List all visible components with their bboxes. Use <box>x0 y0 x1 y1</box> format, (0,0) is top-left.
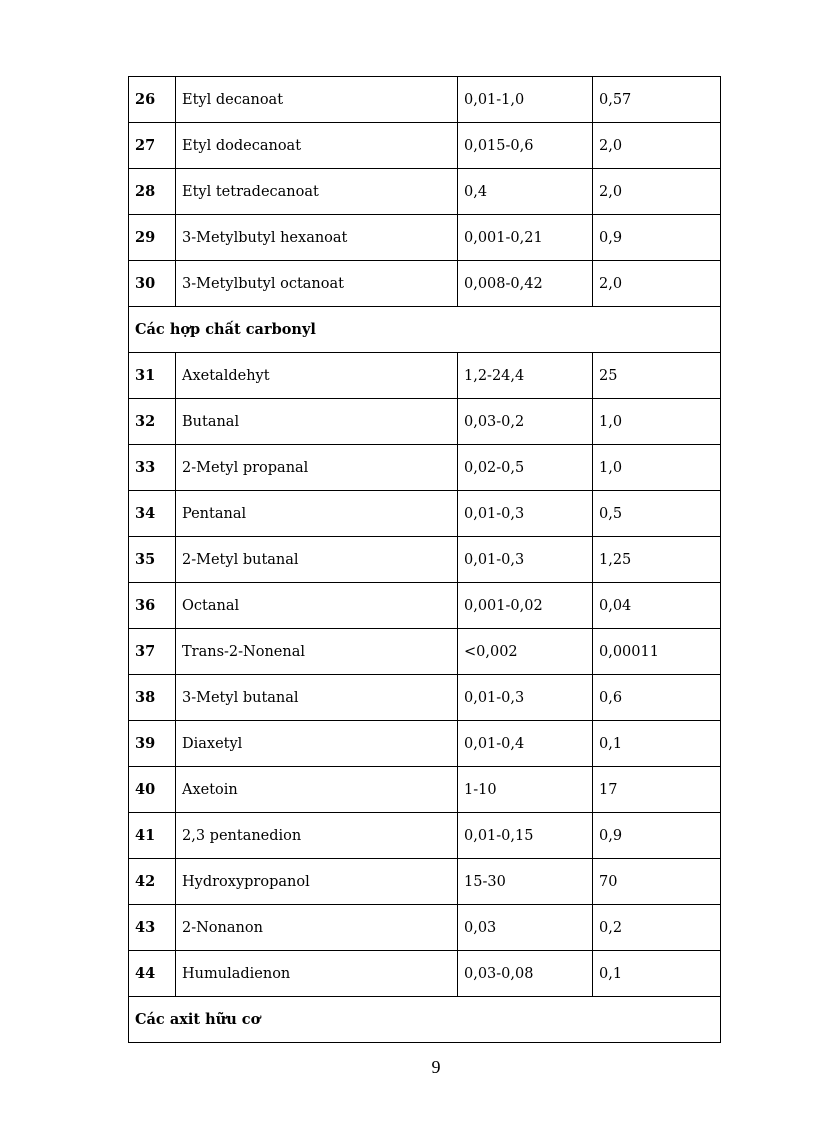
compound-name: 3-Metylbutyl hexanoat <box>176 215 458 261</box>
threshold-value: 0,1 <box>593 721 721 767</box>
compound-name: Butanal <box>176 399 458 445</box>
compound-table-body <box>129 77 721 1043</box>
table-row <box>129 951 721 997</box>
table-row <box>129 813 721 859</box>
compound-name: Etyl tetradecanoat <box>176 169 458 215</box>
row-number: 41 <box>129 813 176 859</box>
compound-table <box>128 76 721 1043</box>
concentration-range: 0,03 <box>458 905 593 951</box>
compound-name: Hydroxypropanol <box>176 859 458 905</box>
compound-name: 2-Metyl butanal <box>176 537 458 583</box>
table-row <box>129 77 721 123</box>
row-number: 36 <box>129 583 176 629</box>
table-row <box>129 215 721 261</box>
row-number: 30 <box>129 261 176 307</box>
row-number: 32 <box>129 399 176 445</box>
row-number: 39 <box>129 721 176 767</box>
concentration-range: 1-10 <box>458 767 593 813</box>
table-row <box>129 767 721 813</box>
row-number: 38 <box>129 675 176 721</box>
row-number: 35 <box>129 537 176 583</box>
compound-name: 2,3 pentanedion <box>176 813 458 859</box>
compound-name: Diaxetyl <box>176 721 458 767</box>
table-row <box>129 537 721 583</box>
threshold-value: 0,04 <box>593 583 721 629</box>
threshold-value: 2,0 <box>593 123 721 169</box>
threshold-value: 0,2 <box>593 905 721 951</box>
row-number: 43 <box>129 905 176 951</box>
table-row <box>129 721 721 767</box>
row-number: 40 <box>129 767 176 813</box>
compound-name: Etyl decanoat <box>176 77 458 123</box>
page-number: 9 <box>431 1057 441 1077</box>
group-row <box>129 997 721 1043</box>
concentration-range: 15-30 <box>458 859 593 905</box>
concentration-range: 0,03-0,08 <box>458 951 593 997</box>
compound-name: Trans-2-Nonenal <box>176 629 458 675</box>
table-row <box>129 123 721 169</box>
table-row <box>129 353 721 399</box>
table-row <box>129 261 721 307</box>
table-row <box>129 491 721 537</box>
table-row <box>129 583 721 629</box>
row-number: 44 <box>129 951 176 997</box>
row-number: 26 <box>129 77 176 123</box>
threshold-value: 1,0 <box>593 445 721 491</box>
compound-name: 3-Metylbutyl octanoat <box>176 261 458 307</box>
threshold-value: 25 <box>593 353 721 399</box>
compound-name: Humuladienon <box>176 951 458 997</box>
threshold-value: 2,0 <box>593 261 721 307</box>
row-number: 28 <box>129 169 176 215</box>
concentration-range: 0,02-0,5 <box>458 445 593 491</box>
compound-name: Axetaldehyt <box>176 353 458 399</box>
concentration-range: 0,008-0,42 <box>458 261 593 307</box>
threshold-value: 0,9 <box>593 813 721 859</box>
row-number: 27 <box>129 123 176 169</box>
concentration-range: 0,01-0,3 <box>458 491 593 537</box>
row-number: 29 <box>129 215 176 261</box>
compound-name: 2-Nonanon <box>176 905 458 951</box>
row-number: 34 <box>129 491 176 537</box>
threshold-value: 0,9 <box>593 215 721 261</box>
concentration-range: 0,001-0,21 <box>458 215 593 261</box>
compound-name: 3-Metyl butanal <box>176 675 458 721</box>
threshold-value: 1,0 <box>593 399 721 445</box>
concentration-range: 0,4 <box>458 169 593 215</box>
concentration-range: 0,01-1,0 <box>458 77 593 123</box>
concentration-range: 0,015-0,6 <box>458 123 593 169</box>
concentration-range: <0,002 <box>458 629 593 675</box>
threshold-value: 1,25 <box>593 537 721 583</box>
table-row <box>129 859 721 905</box>
table-row <box>129 905 721 951</box>
threshold-value: 0,6 <box>593 675 721 721</box>
threshold-value: 2,0 <box>593 169 721 215</box>
threshold-value: 0,1 <box>593 951 721 997</box>
table-row <box>129 399 721 445</box>
table-row <box>129 445 721 491</box>
group-heading-acids: Các axit hữu cơ <box>129 997 721 1043</box>
concentration-range: 0,01-0,15 <box>458 813 593 859</box>
threshold-value: 0,57 <box>593 77 721 123</box>
row-number: 33 <box>129 445 176 491</box>
row-number: 42 <box>129 859 176 905</box>
compound-name: Axetoin <box>176 767 458 813</box>
compound-name: Etyl dodecanoat <box>176 123 458 169</box>
table-row <box>129 629 721 675</box>
threshold-value: 0,5 <box>593 491 721 537</box>
group-heading-carbonyl: Các hợp chất carbonyl <box>129 307 721 353</box>
row-number: 37 <box>129 629 176 675</box>
concentration-range: 1,2-24,4 <box>458 353 593 399</box>
concentration-range: 0,01-0,3 <box>458 537 593 583</box>
concentration-range: 0,03-0,2 <box>458 399 593 445</box>
concentration-range: 0,001-0,02 <box>458 583 593 629</box>
group-row <box>129 307 721 353</box>
compound-name: Pentanal <box>176 491 458 537</box>
concentration-range: 0,01-0,3 <box>458 675 593 721</box>
threshold-value: 0,00011 <box>593 629 721 675</box>
compound-name: 2-Metyl propanal <box>176 445 458 491</box>
table-row <box>129 169 721 215</box>
concentration-range: 0,01-0,4 <box>458 721 593 767</box>
threshold-value: 17 <box>593 767 721 813</box>
threshold-value: 70 <box>593 859 721 905</box>
compound-name: Octanal <box>176 583 458 629</box>
table-row <box>129 675 721 721</box>
row-number: 31 <box>129 353 176 399</box>
